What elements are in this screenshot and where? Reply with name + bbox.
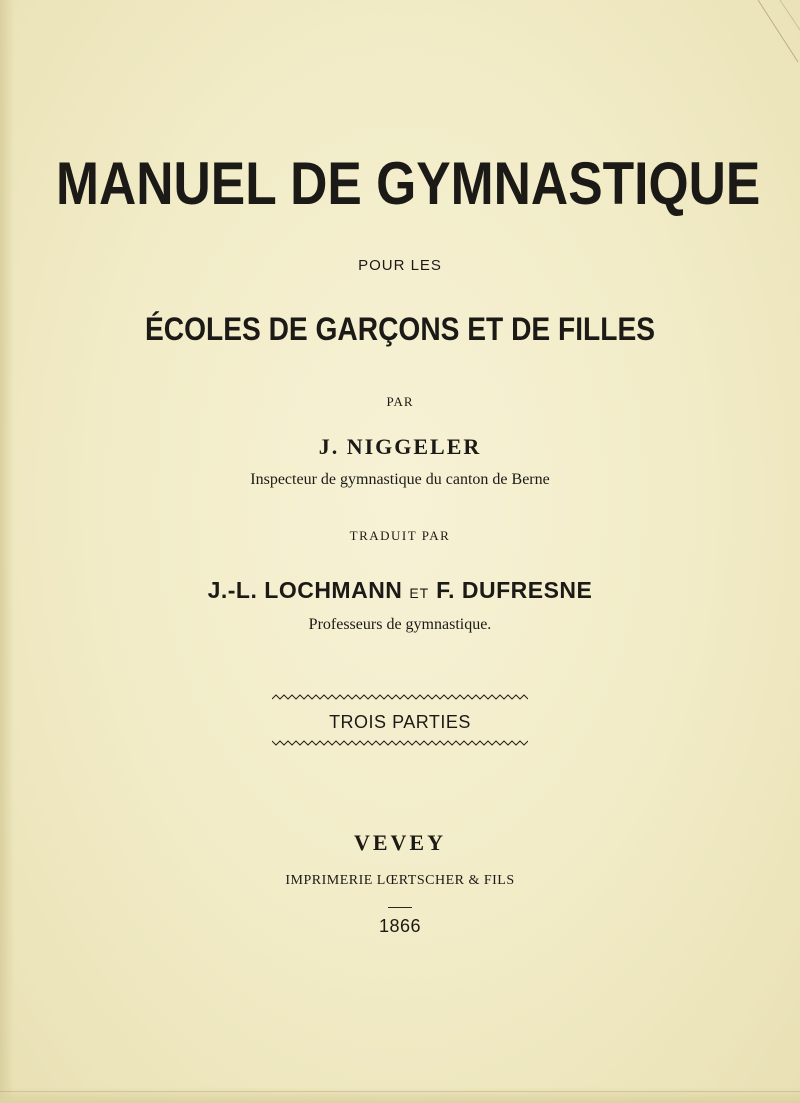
by-line: PAR [386, 394, 414, 409]
publication-city: VEVEY [353, 830, 446, 855]
for-line: POUR LES [358, 257, 442, 274]
subtitle: ÉCOLES DE GARÇONS ET DE FILLES [144, 311, 656, 347]
author-role: Inspecteur de gymnastique du canton de Berne [250, 471, 550, 488]
page-edge-bottom [0, 1087, 800, 1103]
translated-by-line: TRADUIT PAR [349, 528, 451, 543]
author-name: J. NIGGELER [318, 434, 482, 459]
translator-2: F. DUFRESNE [436, 577, 593, 603]
translators-role: Professeurs de gymnastique. [308, 616, 492, 633]
publication-year: 1866 [378, 916, 422, 936]
translator-conjunction: ET [409, 585, 430, 601]
translator-1: J.-L. LOCHMANN [207, 577, 403, 603]
main-title: MANUEL DE GYMNASTIQUE [56, 150, 761, 217]
page-edge-left [0, 0, 14, 1103]
wavy-rule-bottom [272, 738, 528, 748]
wavy-rule-top [272, 692, 528, 702]
page-corner-mark [740, 0, 800, 80]
parts-label: TROIS PARTIES [329, 712, 471, 732]
printer: IMPRIMERIE LŒRTSCHER & FILS [285, 873, 515, 888]
page-fold-line [0, 1091, 800, 1092]
translators [0, 577, 800, 604]
short-rule [388, 907, 412, 908]
